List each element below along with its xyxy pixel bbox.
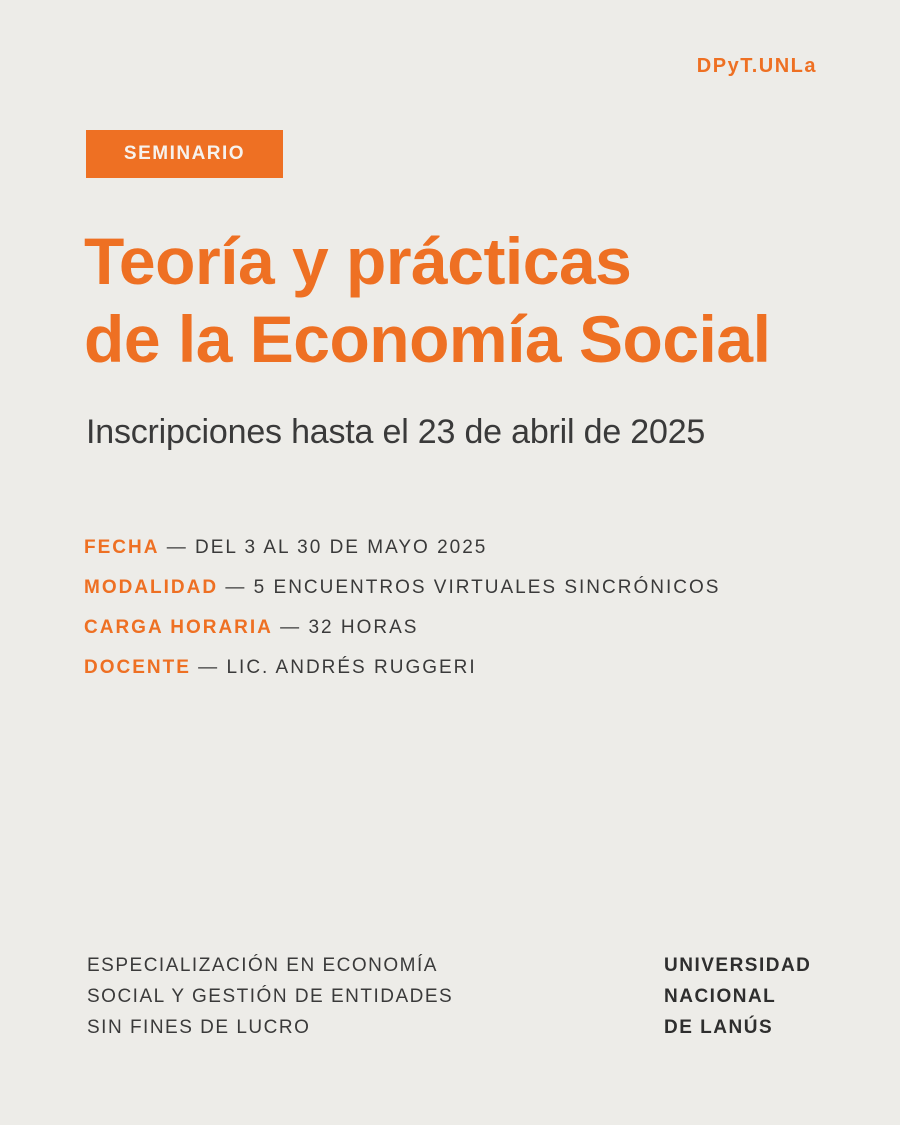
- university-line-2: NACIONAL: [664, 986, 777, 1007]
- detail-docente: [84, 654, 720, 694]
- program-line-1: ESPECIALIZACIÓN EN ECONOMÍA: [87, 955, 438, 976]
- detail-value: 32 HORAS: [308, 617, 419, 638]
- details-list: [84, 534, 720, 694]
- seminar-tag: SEMINARIO: [86, 130, 283, 178]
- detail-separator: —: [159, 537, 196, 558]
- detail-value: 5 ENCUENTROS VIRTUALES SINCRÓNICOS: [253, 577, 721, 598]
- detail-separator: —: [218, 577, 254, 598]
- detail-fecha: [84, 534, 720, 574]
- detail-separator: —: [190, 657, 227, 678]
- detail-carga-horaria: [84, 614, 720, 654]
- university-name: [664, 950, 811, 1043]
- university-line-1: UNIVERSIDAD: [664, 955, 812, 976]
- detail-value: LIC. ANDRÉS RUGGERI: [226, 657, 477, 678]
- detail-label: FECHA: [84, 537, 160, 558]
- registration-deadline: Inscripciones hasta el 23 de abril de 2025: [86, 413, 706, 451]
- brand-logo-text: DPyT.UNLa: [696, 55, 817, 77]
- title-line-2: de la Economía Social: [84, 302, 771, 376]
- program-line-2: SOCIAL Y GESTIÓN DE ENTIDADES: [87, 986, 454, 1007]
- detail-label: DOCENTE: [84, 657, 191, 678]
- detail-modalidad: [84, 574, 720, 614]
- detail-label: MODALIDAD: [84, 577, 219, 598]
- detail-value: DEL 3 AL 30 DE MAYO 2025: [195, 537, 488, 558]
- program-line-3: SIN FINES DE LUCRO: [87, 1017, 311, 1038]
- page-title: [84, 222, 770, 378]
- university-line-3: DE LANÚS: [664, 1017, 774, 1038]
- detail-label: CARGA HORARIA: [84, 617, 273, 638]
- program-name: [87, 950, 453, 1043]
- detail-separator: —: [272, 617, 309, 638]
- title-line-1: Teoría y prácticas: [84, 224, 632, 298]
